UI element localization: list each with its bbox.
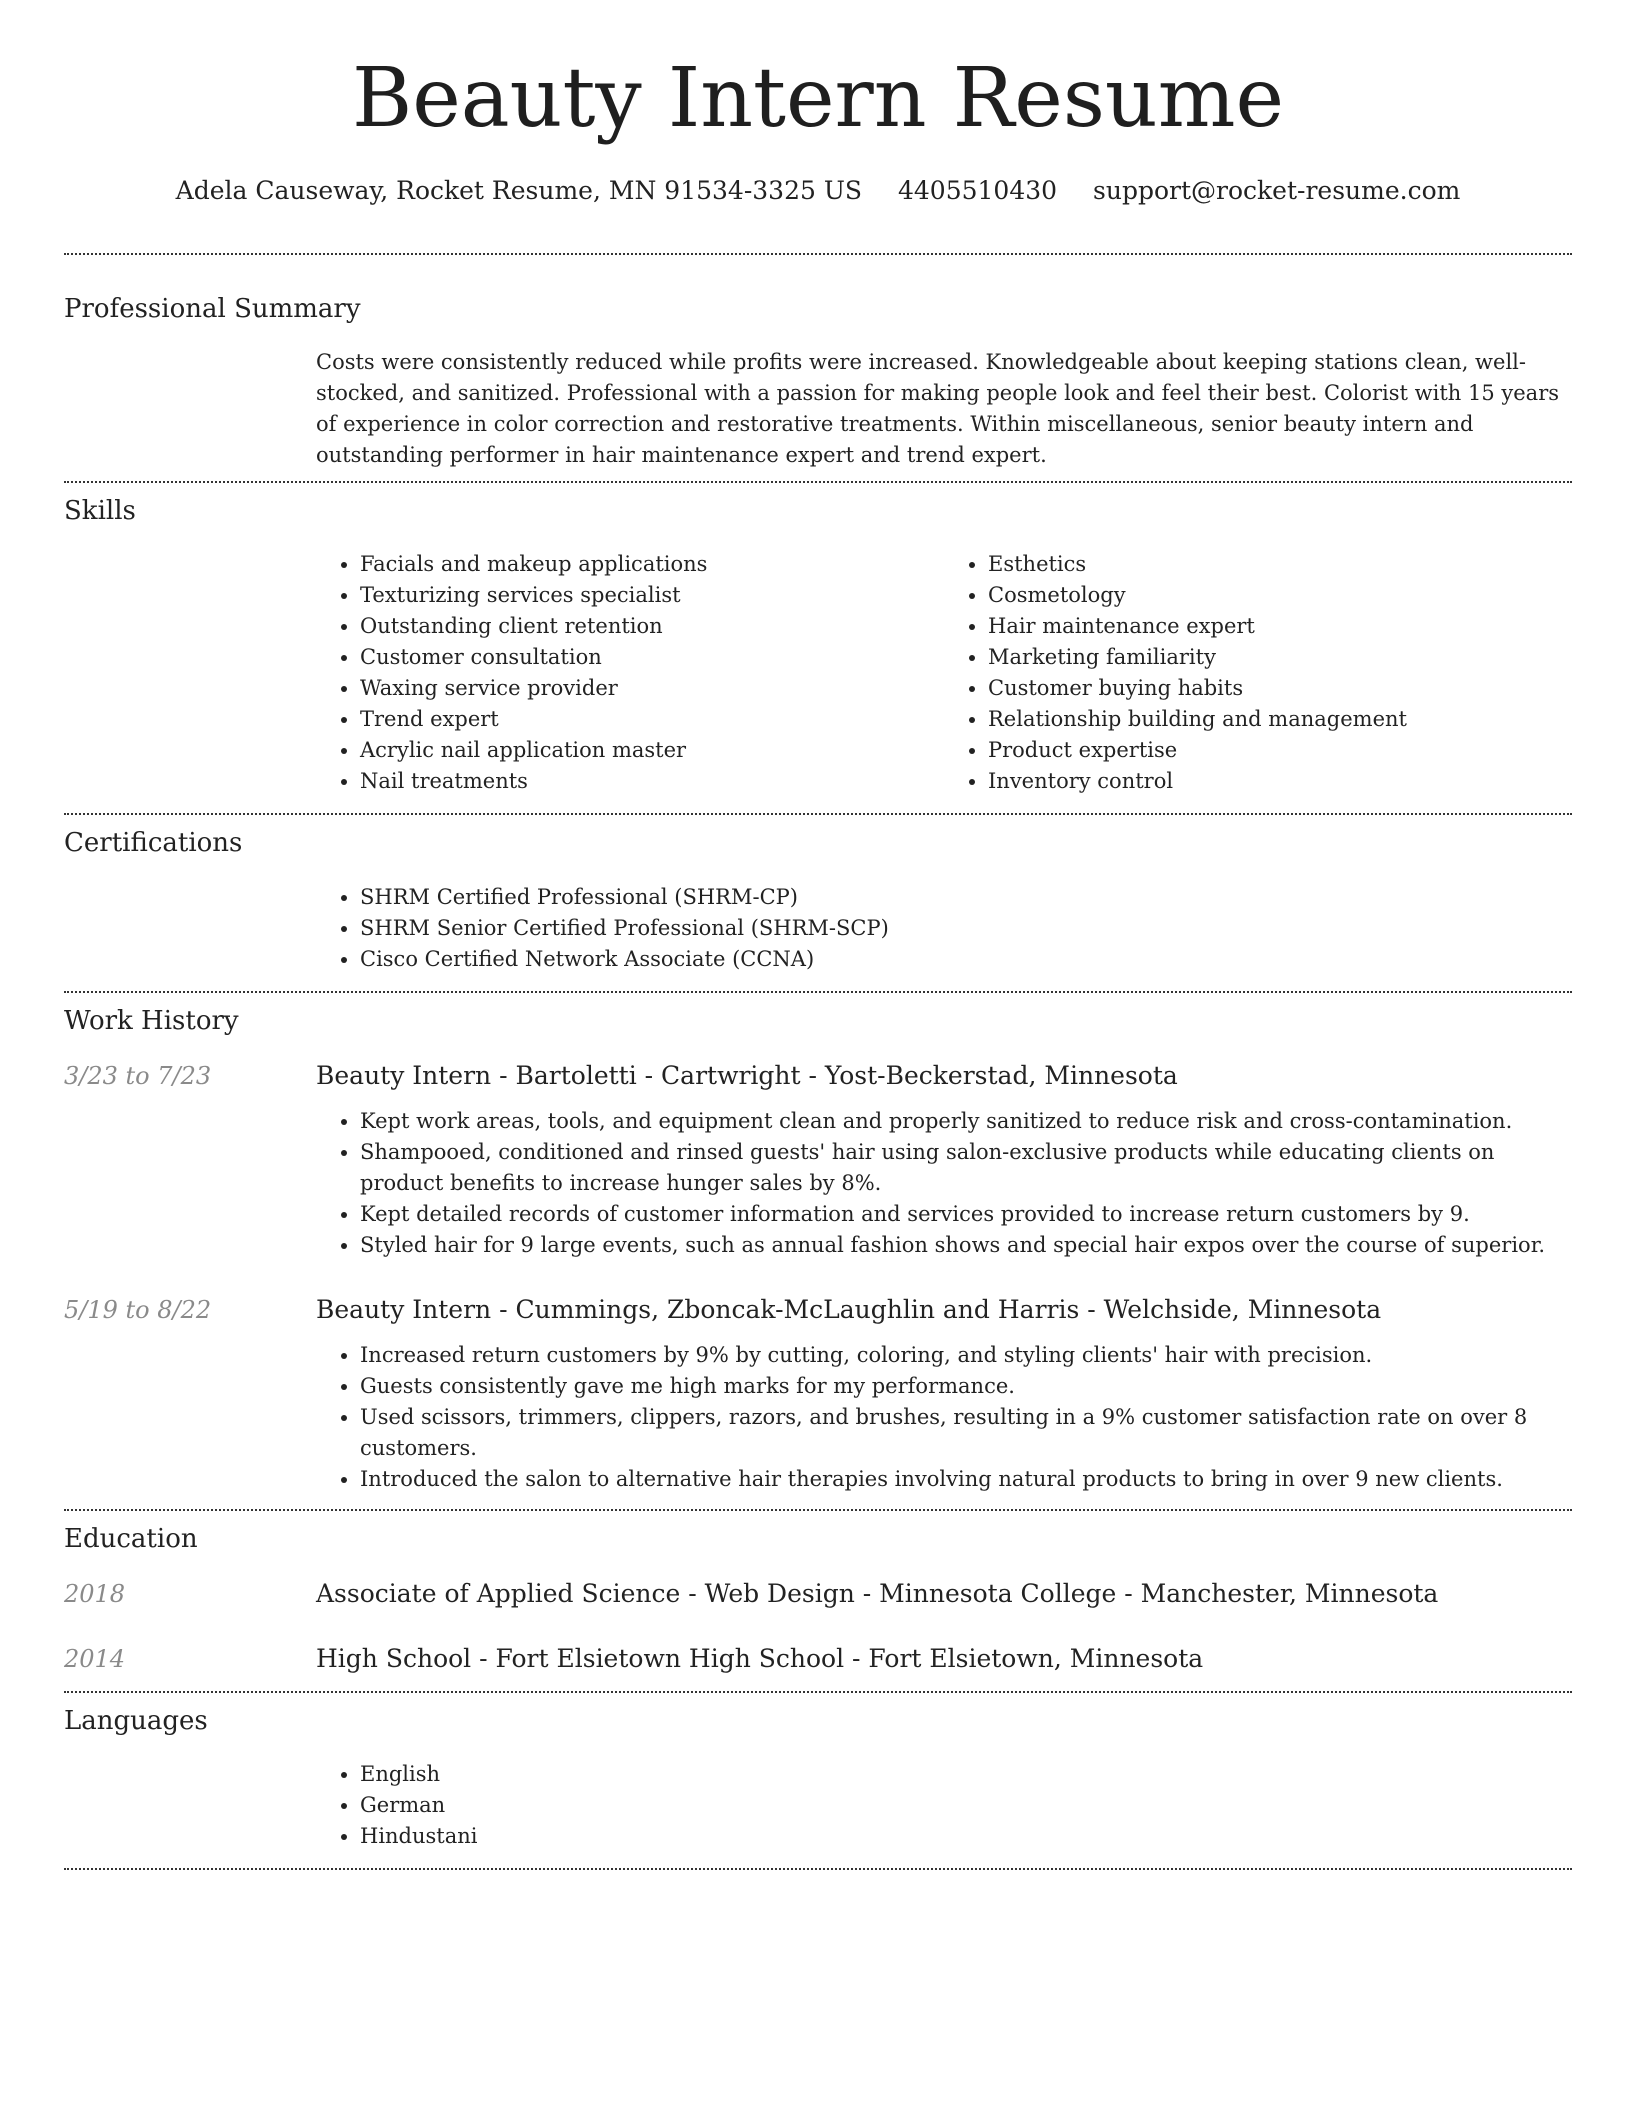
divider <box>64 1868 1572 1870</box>
contact-email: support@rocket-resume.com <box>1093 176 1461 205</box>
list-item: • Product expertise <box>988 735 1572 766</box>
contact-phone: 4405510430 <box>898 176 1058 205</box>
list-item: • English <box>360 1759 1572 1790</box>
job-bullets-block <box>316 1106 1572 1261</box>
section-heading-work: Work History <box>64 1005 239 1036</box>
job-dates: 5/19 to 8/22 <box>64 1295 212 1324</box>
education-text: High School - Fort Elsietown High School - Fort Elsietown, Minnesota <box>316 1643 1204 1673</box>
list-item: • Hindustani <box>360 1821 1572 1852</box>
list-item: • Guests consistently gave me high marks for my performance. <box>360 1371 1572 1402</box>
education-entry <box>64 1644 1572 1673</box>
section-work-history <box>64 1006 1572 1495</box>
list-item: • SHRM Senior Certified Professional (SHRM-SCP) <box>360 913 1572 944</box>
divider <box>64 253 1572 255</box>
list-item: • Outstanding client retention <box>360 611 944 642</box>
divider <box>64 1509 1572 1511</box>
list-item: • Texturizing services specialist <box>360 580 944 611</box>
list-item: • Inventory control <box>988 766 1572 797</box>
job-entry <box>64 1295 1572 1495</box>
section-heading-certifications: Certifications <box>64 828 243 859</box>
list-item: • Cisco Certified Network Associate (CCNA) <box>360 944 1572 975</box>
job-header <box>64 1061 1572 1090</box>
resume-page <box>64 0 1572 1870</box>
list-item: • Acrylic nail application master <box>360 735 944 766</box>
skills-grid <box>316 549 1572 797</box>
section-heading-languages: Languages <box>64 1705 208 1736</box>
resume-title: Beauty Intern Resume <box>351 51 1285 146</box>
list-item: • German <box>360 1790 1572 1821</box>
languages-block <box>316 1759 1572 1852</box>
list-item: • Used scissors, trimmers, clippers, razors, and brushes, resulting in a 9% customer satisfaction rate on over 8 customers. <box>360 1402 1572 1464</box>
languages-list <box>316 1759 1572 1852</box>
job-bullets <box>316 1340 1572 1495</box>
list-item: • Nail treatments <box>360 766 944 797</box>
education-year: 2014 <box>64 1644 126 1673</box>
list-item: • Customer consultation <box>360 642 944 673</box>
contact-line <box>64 176 1572 206</box>
section-certifications <box>64 828 1572 974</box>
list-item: • Increased return customers by 9% by cutting, coloring, and styling clients' hair with precision. <box>360 1340 1572 1371</box>
list-item: • Introduced the salon to alternative hair therapies involving natural products to bring in over 9 new clients. <box>360 1464 1572 1495</box>
list-item: • Trend expert <box>360 704 944 735</box>
job-bullets <box>316 1106 1572 1261</box>
contact-address: Adela Causeway, Rocket Resume, MN 91534-3325 US <box>175 176 863 205</box>
list-item: • Facials and makeup applications <box>360 549 944 580</box>
section-languages <box>64 1706 1572 1852</box>
list-item: • Relationship building and management <box>988 704 1572 735</box>
list-item: • Shampooed, conditioned and rinsed guests' hair using salon-exclusive products while educating clients on product benefits to increase hunger sales by 8%. <box>360 1137 1572 1199</box>
skills-list-right <box>944 549 1572 797</box>
list-item: • Marketing familiarity <box>988 642 1572 673</box>
skills-list-left <box>316 549 944 797</box>
list-item: • Customer buying habits <box>988 673 1572 704</box>
list-item: • Esthetics <box>988 549 1572 580</box>
job-dates: 3/23 to 7/23 <box>64 1061 212 1090</box>
section-education <box>64 1524 1572 1673</box>
summary-text: Costs were consistently reduced while profits were increased. Knowledgeable about keeping stations clean, well-stocked, and sanitized. Professional with a passion for making people look and feel their best. Colorist with 15 years of experience in color correction and restorative treatments. Within miscellaneous, senior beauty intern and outstanding performer in hair maintenance expert and trend expert. <box>316 350 1560 468</box>
certifications-list <box>316 882 1572 975</box>
list-item: • Cosmetology <box>988 580 1572 611</box>
list-item: • Styled hair for 9 large events, such as annual fashion shows and special hair expos over the course of superior. <box>360 1230 1572 1261</box>
section-skills <box>64 496 1572 797</box>
divider <box>64 1691 1572 1693</box>
job-title: Beauty Intern - Cummings, Zboncak-McLaughlin and Harris - Welchside, Minnesota <box>316 1294 1382 1324</box>
education-text: Associate of Applied Science - Web Design - Minnesota College - Manchester, Minnesota <box>316 1578 1439 1608</box>
job-bullets-block <box>316 1340 1572 1495</box>
job-entry <box>64 1061 1572 1261</box>
list-item: • Hair maintenance expert <box>988 611 1572 642</box>
job-title: Beauty Intern - Bartoletti - Cartwright - Yost-Beckerstad, Minnesota <box>316 1060 1178 1090</box>
list-item: • Kept detailed records of customer information and services provided to increase return customers by 9. <box>360 1199 1572 1230</box>
list-item: • Waxing service provider <box>360 673 944 704</box>
section-heading-skills: Skills <box>64 496 136 527</box>
divider <box>64 991 1572 993</box>
list-item: • Kept work areas, tools, and equipment clean and properly sanitized to reduce risk and cross-contamination. <box>360 1106 1572 1137</box>
divider <box>64 813 1572 815</box>
section-heading-summary: Professional Summary <box>64 294 361 324</box>
job-header <box>64 1295 1572 1324</box>
section-summary <box>64 294 1572 471</box>
list-item: • SHRM Certified Professional (SHRM-CP) <box>360 882 1572 913</box>
certifications-block <box>316 882 1572 975</box>
divider <box>64 481 1572 483</box>
education-year: 2018 <box>64 1579 126 1608</box>
section-heading-education: Education <box>64 1523 198 1554</box>
education-entry <box>64 1579 1572 1608</box>
